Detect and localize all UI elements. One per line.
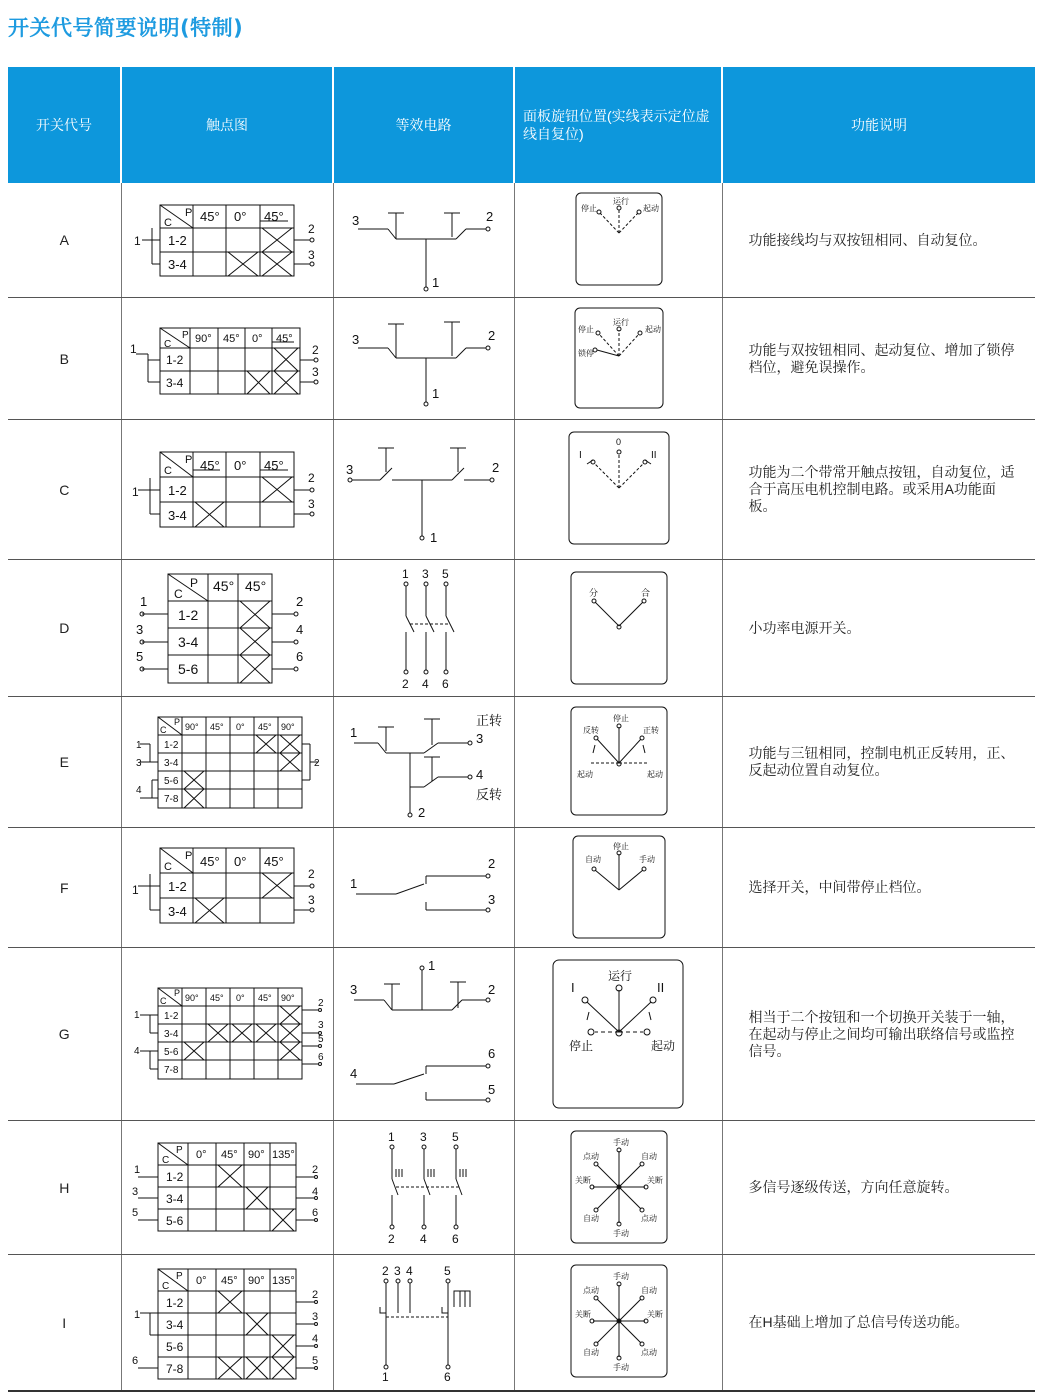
svg-text:手动: 手动 [612, 1272, 629, 1281]
svg-text:7-8: 7-8 [165, 1362, 183, 1376]
svg-text:4: 4 [475, 767, 483, 782]
svg-text:正转: 正转 [475, 713, 502, 728]
table-row [8, 697, 1035, 828]
table-row [8, 828, 1035, 948]
svg-text:自动: 自动 [640, 1286, 657, 1295]
header-contact: 触点图 [121, 67, 333, 183]
svg-text:45°: 45° [220, 1149, 238, 1161]
svg-text:1-2: 1-2 [165, 1296, 183, 1310]
contact-chart [122, 183, 334, 297]
svg-text:0°: 0° [195, 1275, 207, 1287]
svg-text:自动: 自动 [582, 1214, 599, 1223]
svg-text:4: 4 [295, 622, 303, 637]
svg-text:0°: 0° [233, 854, 246, 869]
svg-text:5: 5 [487, 1082, 495, 1097]
contact-diagram-c [121, 420, 333, 560]
svg-text:45°: 45° [257, 993, 272, 1003]
row-code: D [8, 560, 121, 697]
svg-text:2: 2 [487, 328, 495, 343]
circuit-chart [334, 1255, 515, 1390]
svg-text:2: 2 [311, 1164, 318, 1176]
svg-text:C: C [163, 339, 171, 350]
header-circuit: 等效电路 [333, 67, 514, 183]
function-text: 功能与双按钮相同、起动复位、增加了锁停档位，避免误操作。 [722, 298, 1035, 420]
svg-text:1: 1 [133, 1164, 140, 1176]
svg-text:3: 3 [307, 497, 315, 511]
panel-knob [515, 560, 723, 696]
svg-text:0°: 0° [251, 333, 263, 345]
svg-text:45°: 45° [209, 993, 224, 1003]
svg-text:45°: 45° [199, 854, 220, 869]
svg-text:1: 1 [349, 725, 357, 740]
svg-text:4: 4 [349, 1066, 357, 1081]
svg-text:2: 2 [307, 867, 315, 881]
svg-text:3-4: 3-4 [167, 257, 187, 272]
circuit-diagram-d [333, 560, 514, 697]
svg-text:45°: 45° [263, 458, 284, 473]
panel-diagram-a [514, 183, 722, 298]
svg-text:1: 1 [133, 1010, 140, 1021]
svg-text:1-2: 1-2 [167, 879, 187, 894]
svg-text:7-8: 7-8 [163, 1065, 178, 1076]
svg-text:锁停: 锁停 [577, 349, 594, 358]
svg-text:135°: 135° [271, 1275, 295, 1287]
svg-text:I: I [578, 450, 582, 461]
svg-text:2: 2 [313, 758, 320, 769]
function-text: 选择开关，中间带停止档位。 [722, 828, 1035, 948]
contact-chart [122, 1255, 334, 1390]
svg-text:分: 分 [588, 588, 598, 598]
svg-text:停止: 停止 [612, 842, 629, 851]
svg-text:1: 1 [431, 386, 439, 401]
panel-diagram-e [514, 697, 722, 828]
svg-text:45°: 45° [275, 333, 293, 345]
circuit-chart [334, 697, 515, 827]
svg-text:I: I [570, 980, 575, 995]
svg-text:45°: 45° [257, 722, 272, 732]
svg-text:3: 3 [393, 1264, 401, 1278]
switch-code-table [8, 67, 1035, 1392]
svg-text:停止: 停止 [577, 325, 594, 334]
circuit-diagram-f [333, 828, 514, 948]
svg-text:3: 3 [349, 982, 357, 997]
svg-text:2: 2 [387, 1232, 395, 1246]
svg-text:90°: 90° [280, 722, 295, 732]
svg-text:3-4: 3-4 [163, 758, 178, 769]
contact-chart [122, 948, 334, 1120]
svg-text:5-6: 5-6 [165, 1340, 183, 1354]
svg-text:7-8: 7-8 [163, 794, 178, 805]
svg-text:2: 2 [417, 805, 425, 820]
svg-text:4: 4 [311, 1186, 318, 1198]
svg-text:3: 3 [317, 1020, 324, 1031]
svg-text:1: 1 [431, 275, 439, 290]
contact-chart [122, 298, 334, 419]
svg-text:P: P [181, 330, 189, 341]
svg-text:1: 1 [133, 234, 141, 248]
svg-text:起动: 起动 [644, 325, 661, 334]
svg-text:C: C [161, 1281, 169, 1292]
svg-text:5: 5 [311, 1355, 318, 1367]
svg-text:1-2: 1-2 [165, 353, 183, 367]
header-code: 开关代号 [8, 67, 121, 183]
function-text: 多信号逐级传送，方向任意旋转。 [722, 1121, 1035, 1255]
svg-text:45°: 45° [220, 1275, 238, 1287]
contact-diagram-a [121, 183, 333, 298]
svg-text:1-2: 1-2 [167, 233, 187, 248]
function-text: 功能与三钮相同，控制电机正反转用，正、反起动位置自动复位。 [722, 697, 1035, 828]
circuit-chart [334, 183, 515, 297]
svg-text:3: 3 [421, 567, 429, 581]
svg-text:3: 3 [487, 892, 495, 907]
circuit-diagram-h [333, 1121, 514, 1255]
svg-text:运行: 运行 [612, 318, 629, 327]
row-code: B [8, 298, 121, 420]
svg-text:135°: 135° [271, 1149, 295, 1161]
svg-text:6: 6 [441, 677, 449, 691]
svg-text:45°: 45° [212, 578, 234, 594]
svg-text:1: 1 [349, 876, 357, 891]
svg-text:2: 2 [307, 471, 315, 485]
svg-text:1: 1 [427, 958, 435, 973]
panel-diagram-f [514, 828, 722, 948]
svg-text:3: 3 [351, 213, 359, 228]
svg-text:停止: 停止 [568, 1039, 593, 1053]
circuit-diagram-b [333, 298, 514, 420]
contact-diagram-d [121, 560, 333, 697]
svg-text:点动: 点动 [582, 1286, 599, 1295]
contact-diagram-b [121, 298, 333, 420]
svg-text:1: 1 [131, 485, 139, 499]
svg-text:2: 2 [307, 222, 315, 236]
panel-diagram-h [514, 1121, 722, 1255]
svg-text:合: 合 [640, 588, 650, 598]
svg-text:P: P [175, 1145, 183, 1156]
svg-text:90°: 90° [280, 993, 295, 1003]
contact-chart [122, 828, 334, 947]
svg-text:90°: 90° [247, 1275, 265, 1287]
panel-diagram-b [514, 298, 722, 420]
svg-text:C: C [173, 587, 183, 601]
svg-text:0°: 0° [235, 722, 245, 732]
panel-knob [515, 183, 723, 297]
svg-text:运行: 运行 [607, 969, 632, 983]
svg-text:2: 2 [311, 1289, 318, 1301]
function-text: 小功率电源开关。 [722, 560, 1035, 697]
contact-diagram-g [121, 948, 333, 1121]
svg-text:2: 2 [487, 982, 495, 997]
svg-text:手动: 手动 [612, 1229, 629, 1238]
svg-text:3: 3 [351, 332, 359, 347]
svg-text:P: P [184, 454, 192, 466]
svg-text:1-2: 1-2 [165, 1170, 183, 1184]
svg-text:0°: 0° [195, 1149, 207, 1161]
svg-text:P: P [175, 1271, 183, 1282]
row-code: H [8, 1121, 121, 1255]
svg-text:5: 5 [443, 1264, 451, 1278]
contact-diagram-f [121, 828, 333, 948]
svg-text:5: 5 [135, 649, 143, 664]
svg-text:P: P [189, 576, 198, 590]
svg-text:1-2: 1-2 [163, 740, 178, 751]
row-code: G [8, 948, 121, 1121]
svg-text:6: 6 [311, 1207, 318, 1219]
svg-text:反转: 反转 [475, 787, 502, 802]
svg-text:1: 1 [131, 883, 139, 897]
svg-text:2: 2 [487, 856, 495, 871]
svg-text:1: 1 [381, 1370, 389, 1384]
panel-diagram-c [514, 420, 722, 560]
svg-text:C: C [163, 465, 172, 477]
svg-text:4: 4 [135, 785, 142, 796]
svg-text:2: 2 [485, 209, 493, 224]
header-panel: 面板旋钮位置(实线表示定位虚线自复位) [514, 67, 722, 183]
svg-text:3-4: 3-4 [163, 1029, 178, 1040]
circuit-diagram-a [333, 183, 514, 298]
svg-text:5-6: 5-6 [177, 661, 198, 677]
svg-text:1: 1 [401, 567, 409, 581]
svg-text:关断: 关断 [574, 1176, 591, 1185]
function-text: 相当于二个按钮和一个切换开关装于一轴，在起动与停止之间均可输出联络信号或监控信号。 [722, 948, 1035, 1121]
panel-diagram-g [514, 948, 722, 1121]
svg-text:6: 6 [443, 1370, 451, 1384]
svg-text:6: 6 [317, 1052, 324, 1063]
svg-text:3: 3 [475, 731, 483, 746]
contact-diagram-h [121, 1121, 333, 1255]
svg-text:3-4: 3-4 [177, 634, 198, 650]
panel-knob [515, 420, 723, 559]
row-code: E [8, 697, 121, 828]
svg-text:II: II [656, 980, 664, 995]
svg-text:5-6: 5-6 [165, 1214, 183, 1228]
svg-text:6: 6 [131, 1355, 138, 1367]
table-row [8, 560, 1035, 697]
svg-text:关断: 关断 [646, 1310, 663, 1319]
contact-diagram-i [121, 1255, 333, 1392]
svg-text:3: 3 [345, 462, 353, 477]
svg-text:关断: 关断 [646, 1176, 663, 1185]
svg-text:1: 1 [429, 530, 437, 545]
panel-diagram-d [514, 560, 722, 697]
svg-text:1: 1 [129, 342, 137, 356]
svg-text:3: 3 [307, 893, 315, 907]
circuit-chart [334, 948, 515, 1120]
svg-text:1-2: 1-2 [177, 607, 198, 623]
table-header-row [8, 67, 1035, 183]
svg-text:1: 1 [133, 1309, 140, 1321]
svg-text:P: P [173, 988, 180, 998]
svg-text:1-2: 1-2 [163, 1011, 178, 1022]
svg-text:2: 2 [381, 1264, 389, 1278]
svg-text:正转: 正转 [642, 726, 659, 735]
svg-text:P: P [184, 207, 192, 219]
svg-text:关断: 关断 [574, 1310, 591, 1319]
svg-text:手动: 手动 [638, 855, 655, 864]
svg-text:反转: 反转 [582, 726, 599, 735]
circuit-chart [334, 560, 515, 696]
header-function: 功能说明 [722, 67, 1035, 183]
svg-text:5-6: 5-6 [163, 776, 178, 787]
svg-text:手动: 手动 [612, 1363, 629, 1372]
svg-text:2: 2 [311, 343, 319, 357]
row-code: A [8, 183, 121, 298]
svg-text:3: 3 [135, 622, 143, 637]
contact-diagram-e [121, 697, 333, 828]
svg-text:3-4: 3-4 [165, 376, 183, 390]
svg-text:4: 4 [133, 1046, 140, 1057]
svg-text:C: C [161, 1155, 169, 1166]
svg-text:3: 3 [419, 1130, 427, 1144]
svg-text:4: 4 [419, 1232, 427, 1246]
svg-text:2: 2 [295, 594, 303, 609]
svg-text:45°: 45° [199, 209, 220, 224]
svg-text:45°: 45° [199, 458, 220, 473]
svg-text:4: 4 [311, 1333, 318, 1345]
svg-text:2: 2 [491, 460, 499, 475]
contact-chart [122, 420, 334, 559]
svg-text:C: C [163, 861, 172, 873]
svg-text:C: C [159, 996, 166, 1006]
svg-text:2: 2 [401, 677, 409, 691]
svg-text:起动: 起动 [642, 204, 659, 213]
svg-text:C: C [163, 217, 172, 229]
svg-text:4: 4 [405, 1264, 413, 1278]
svg-text:2: 2 [317, 998, 324, 1009]
svg-text:起动: 起动 [576, 770, 593, 779]
svg-text:停止: 停止 [580, 204, 597, 213]
svg-text:90°: 90° [184, 722, 199, 732]
row-code: I [8, 1255, 121, 1392]
svg-text:1: 1 [387, 1130, 395, 1144]
svg-text:自动: 自动 [584, 855, 601, 864]
svg-text:45°: 45° [263, 209, 284, 224]
svg-text:5: 5 [441, 567, 449, 581]
panel-knob [515, 948, 723, 1120]
svg-text:起动: 起动 [646, 770, 663, 779]
panel-knob [515, 1255, 723, 1390]
circuit-diagram-c [333, 420, 514, 560]
svg-text:3: 3 [131, 1186, 138, 1198]
circuit-diagram-g [333, 948, 514, 1121]
table-row [8, 298, 1035, 420]
table-row [8, 948, 1035, 1121]
svg-text:1-2: 1-2 [167, 483, 187, 498]
svg-text:手动: 手动 [612, 1138, 629, 1147]
svg-text:3-4: 3-4 [165, 1318, 183, 1332]
svg-text:45°: 45° [263, 854, 284, 869]
svg-text:5: 5 [451, 1130, 459, 1144]
svg-text:3: 3 [135, 758, 142, 769]
svg-text:0: 0 [615, 437, 621, 447]
panel-knob [515, 697, 723, 827]
svg-text:3-4: 3-4 [167, 904, 187, 919]
panel-diagram-i [514, 1255, 722, 1392]
contact-chart [122, 560, 334, 696]
svg-text:运行: 运行 [612, 197, 629, 206]
contact-chart [122, 697, 334, 827]
svg-text:II: II [650, 450, 657, 461]
svg-text:45°: 45° [209, 722, 224, 732]
row-code: C [8, 420, 121, 560]
svg-text:6: 6 [295, 649, 303, 664]
svg-text:起动: 起动 [650, 1039, 675, 1053]
svg-text:6: 6 [451, 1232, 459, 1246]
svg-text:0°: 0° [235, 993, 245, 1003]
svg-text:45°: 45° [222, 333, 240, 345]
svg-text:0°: 0° [233, 209, 246, 224]
page-title: 开关代号简要说明(特制) [8, 16, 244, 40]
table-row [8, 1121, 1035, 1255]
function-text: 功能接线均与双按钮相同、自动复位。 [722, 183, 1035, 298]
table-row [8, 1255, 1035, 1392]
svg-text:点动: 点动 [640, 1214, 657, 1223]
svg-text:3: 3 [307, 248, 315, 262]
svg-text:5: 5 [131, 1207, 138, 1219]
svg-text:6: 6 [487, 1046, 495, 1061]
svg-text:3: 3 [311, 365, 319, 379]
circuit-chart [334, 298, 515, 419]
row-code: F [8, 828, 121, 948]
svg-text:3: 3 [311, 1311, 318, 1323]
svg-text:点动: 点动 [640, 1348, 657, 1357]
panel-knob [515, 298, 723, 419]
circuit-chart [334, 1121, 515, 1254]
table-row [8, 183, 1035, 298]
svg-text:自动: 自动 [582, 1348, 599, 1357]
svg-text:1: 1 [139, 594, 147, 609]
function-text: 在H基础上增加了总信号传送功能。 [722, 1255, 1035, 1392]
panel-knob [515, 1121, 723, 1254]
svg-text:45°: 45° [244, 578, 266, 594]
svg-text:3-4: 3-4 [167, 508, 187, 523]
svg-text:1: 1 [135, 740, 142, 751]
function-text: 功能为二个带常开触点按钮，自动复位，适合于高压电机控制电路。或采用A功能面板。 [722, 420, 1035, 560]
svg-text:P: P [184, 850, 192, 862]
svg-text:5: 5 [317, 1034, 324, 1045]
svg-text:C: C [159, 725, 166, 735]
svg-text:4: 4 [421, 677, 429, 691]
svg-text:停止: 停止 [612, 714, 629, 723]
svg-text:P: P [173, 717, 180, 727]
panel-knob [515, 828, 723, 947]
svg-text:90°: 90° [194, 333, 212, 345]
svg-text:自动: 自动 [640, 1152, 657, 1161]
svg-text:90°: 90° [184, 993, 199, 1003]
svg-text:点动: 点动 [582, 1152, 599, 1161]
svg-text:0°: 0° [233, 458, 246, 473]
svg-text:3-4: 3-4 [165, 1192, 183, 1206]
svg-text:90°: 90° [247, 1149, 265, 1161]
circuit-diagram-i [333, 1255, 514, 1392]
circuit-diagram-e [333, 697, 514, 828]
svg-text:5-6: 5-6 [163, 1047, 178, 1058]
circuit-chart [334, 420, 515, 559]
contact-chart [122, 1121, 334, 1254]
circuit-chart [334, 828, 515, 947]
table-row [8, 420, 1035, 560]
